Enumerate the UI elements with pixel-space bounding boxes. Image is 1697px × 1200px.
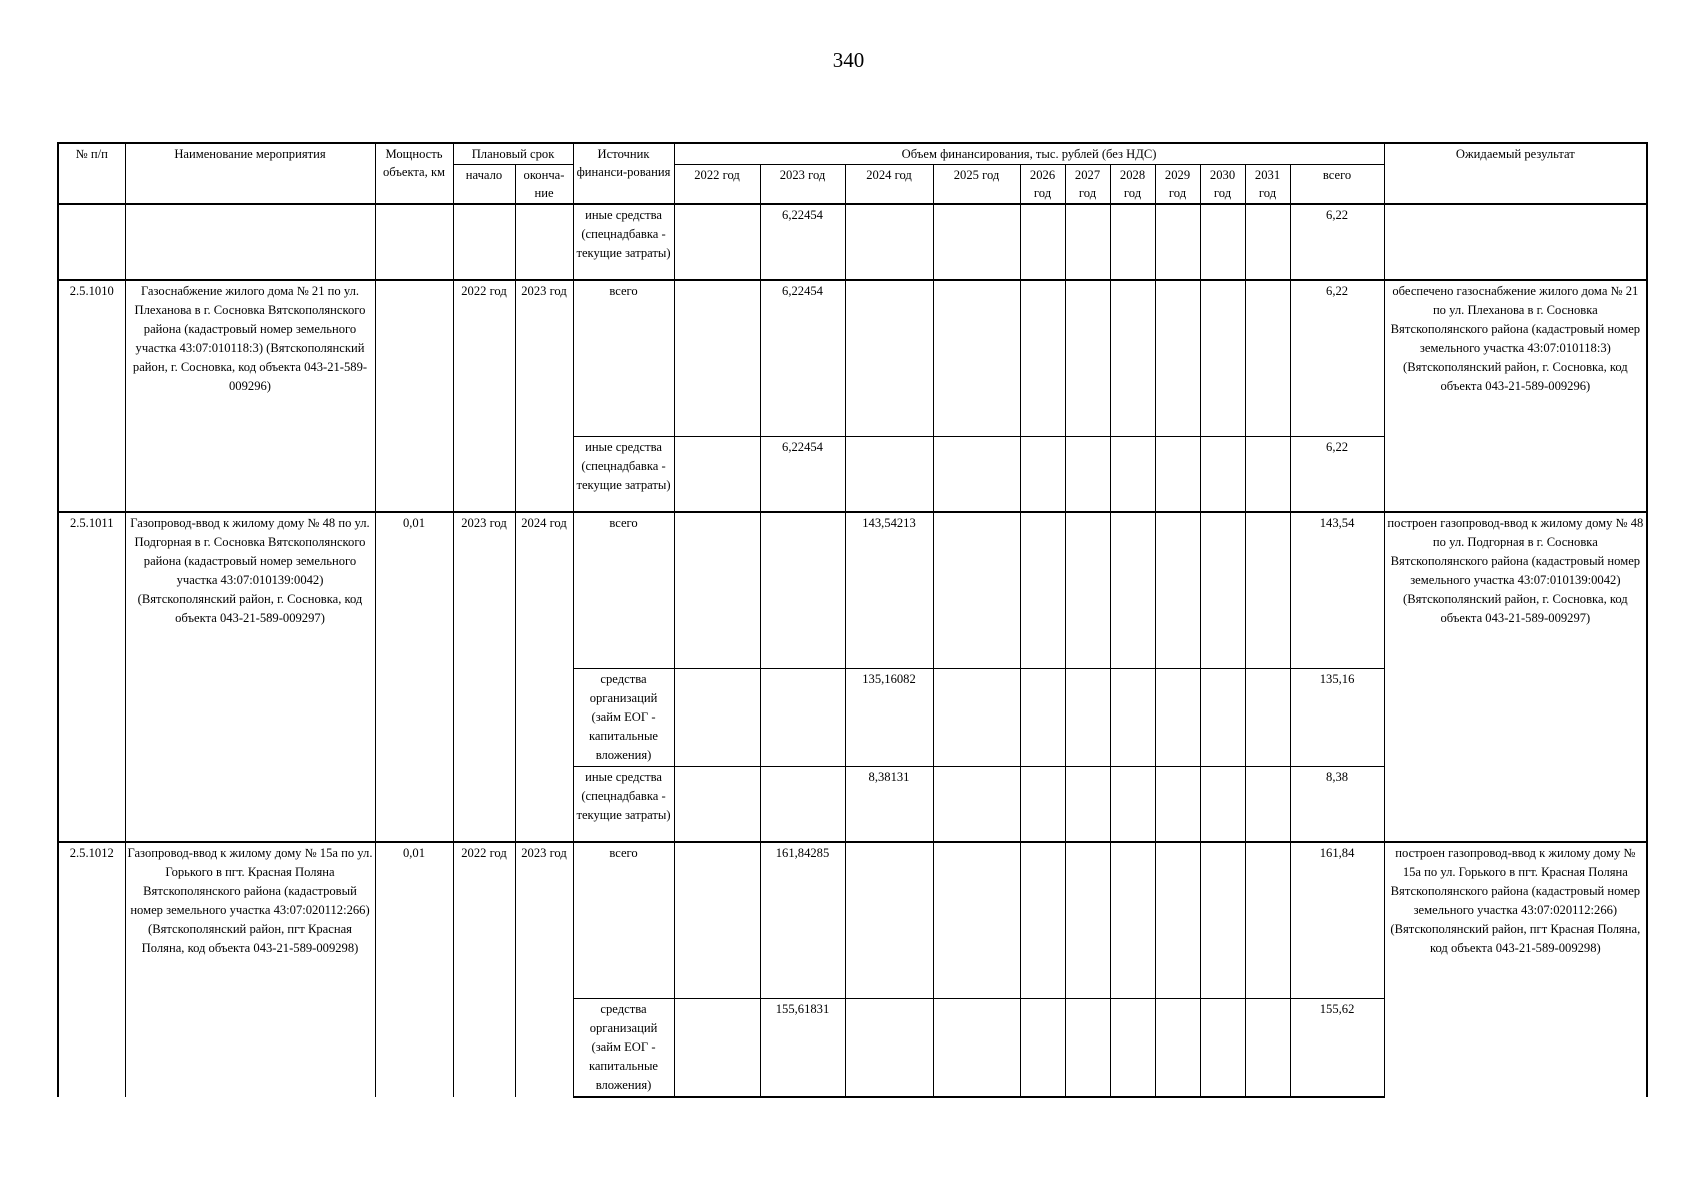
cell-power xyxy=(375,204,453,280)
cell-source: всего xyxy=(573,512,674,668)
cell-y2028 xyxy=(1110,204,1155,280)
cell-y2029 xyxy=(1155,766,1200,842)
header-num: № п/п xyxy=(58,143,125,204)
cell-y2028 xyxy=(1110,998,1155,1097)
cell-power xyxy=(375,280,453,512)
header-result: Ожидаемый результат xyxy=(1384,143,1647,204)
cell-y2027 xyxy=(1065,668,1110,766)
cell-y2023: 155,61831 xyxy=(760,998,845,1097)
cell-start: 2022 год xyxy=(453,842,515,1097)
table-header xyxy=(58,143,1647,204)
table-row xyxy=(58,512,1647,668)
cell-y2029 xyxy=(1155,842,1200,998)
cell-y2022 xyxy=(674,280,760,436)
cell-y2026 xyxy=(1020,512,1065,668)
table-row xyxy=(58,842,1647,998)
cell-name: Газопровод-ввод к жилому дому № 48 по ул. Подгорная в г. Сосновка Вятскополянского района (кадастровый номер земельного участка 43:07:010139:0042) (Вятскополянский район, г. Сосновка, код объекта 043-21-589-009297) xyxy=(125,512,375,842)
cell-end: 2023 год xyxy=(515,842,573,1097)
cell-y2030 xyxy=(1200,436,1245,512)
cell-y2026 xyxy=(1020,280,1065,436)
header-total: всего xyxy=(1290,165,1384,205)
header-year-2030: 2030 год xyxy=(1200,165,1245,205)
cell-source: иные средства (спецнадбавка - текущие затраты) xyxy=(573,204,674,280)
cell-total: 6,22 xyxy=(1290,436,1384,512)
cell-y2025 xyxy=(933,668,1020,766)
cell-y2030 xyxy=(1200,842,1245,998)
cell-y2025 xyxy=(933,204,1020,280)
page-number: 340 xyxy=(832,48,865,72)
cell-source: средства организаций (займ ЕОГ - капитальные вложения) xyxy=(573,668,674,766)
cell-y2022 xyxy=(674,766,760,842)
cell-total: 155,62 xyxy=(1290,998,1384,1097)
cell-y2026 xyxy=(1020,204,1065,280)
cell-result: построен газопровод-ввод к жилому дому № 15а по ул. Горького в пгт. Красная Поляна Вятскополянского района (кадастровый номер земельного участка 43:07:020112:266) (Вятскополянский район, пгт Красная Поляна, код объекта 043-21-589-009298) xyxy=(1384,842,1647,1097)
table-body xyxy=(58,204,1647,1097)
cell-y2024 xyxy=(845,204,933,280)
cell-num xyxy=(58,204,125,280)
cell-y2031 xyxy=(1245,512,1290,668)
cell-y2031 xyxy=(1245,204,1290,280)
cell-y2023: 6,22454 xyxy=(760,280,845,436)
cell-y2024 xyxy=(845,842,933,998)
cell-y2030 xyxy=(1200,766,1245,842)
cell-total: 143,54 xyxy=(1290,512,1384,668)
cell-y2030 xyxy=(1200,280,1245,436)
cell-y2031 xyxy=(1245,766,1290,842)
cell-name: Газопровод-ввод к жилому дому № 15а по ул. Горького в пгт. Красная Поляна Вятскополянского района (кадастровый номер земельного участка 43:07:020112:266) (Вятскополянский район, пгт Красная Поляна, код объекта 043-21-589-009298) xyxy=(125,842,375,1097)
cell-num: 2.5.1010 xyxy=(58,280,125,512)
cell-total: 6,22 xyxy=(1290,204,1384,280)
cell-total: 8,38 xyxy=(1290,766,1384,842)
cell-y2028 xyxy=(1110,512,1155,668)
table-row xyxy=(58,204,1647,280)
cell-y2022 xyxy=(674,204,760,280)
cell-y2022 xyxy=(674,998,760,1097)
cell-total: 6,22 xyxy=(1290,280,1384,436)
cell-end xyxy=(515,204,573,280)
cell-end: 2023 год xyxy=(515,280,573,512)
cell-y2027 xyxy=(1065,998,1110,1097)
cell-source: иные средства (спецнадбавка - текущие затраты) xyxy=(573,766,674,842)
cell-y2023 xyxy=(760,668,845,766)
cell-total: 135,16 xyxy=(1290,668,1384,766)
cell-name xyxy=(125,204,375,280)
cell-y2030 xyxy=(1200,998,1245,1097)
cell-source: иные средства (спецнадбавка - текущие затраты) xyxy=(573,436,674,512)
header-funding: Объем финансирования, тыс. рублей (без НДС) xyxy=(674,143,1384,165)
cell-y2028 xyxy=(1110,668,1155,766)
header-year-2027: 2027 год xyxy=(1065,165,1110,205)
cell-y2030 xyxy=(1200,668,1245,766)
cell-y2025 xyxy=(933,766,1020,842)
cell-y2023: 6,22454 xyxy=(760,436,845,512)
header-year-2028: 2028 год xyxy=(1110,165,1155,205)
cell-source: всего xyxy=(573,280,674,436)
header-power: Мощность объекта, км xyxy=(375,143,453,204)
cell-y2022 xyxy=(674,512,760,668)
funding-table xyxy=(57,142,1648,1098)
cell-y2028 xyxy=(1110,436,1155,512)
cell-y2029 xyxy=(1155,436,1200,512)
cell-total: 161,84 xyxy=(1290,842,1384,998)
cell-y2024: 135,16082 xyxy=(845,668,933,766)
cell-y2029 xyxy=(1155,280,1200,436)
cell-name: Газоснабжение жилого дома № 21 по ул. Плеханова в г. Сосновка Вятскополянского района (кадастровый номер земельного участка 43:07:010118:3) (Вятскополянский район, г. Сосновка, код объекта 043-21-589-009296) xyxy=(125,280,375,512)
cell-start: 2022 год xyxy=(453,280,515,512)
cell-num: 2.5.1011 xyxy=(58,512,125,842)
cell-y2024: 8,38131 xyxy=(845,766,933,842)
cell-y2031 xyxy=(1245,842,1290,998)
header-year-2026: 2026 год xyxy=(1020,165,1065,205)
cell-y2025 xyxy=(933,998,1020,1097)
cell-result xyxy=(1384,204,1647,280)
cell-y2027 xyxy=(1065,204,1110,280)
cell-y2027 xyxy=(1065,766,1110,842)
cell-y2024 xyxy=(845,436,933,512)
cell-y2022 xyxy=(674,842,760,998)
cell-y2026 xyxy=(1020,668,1065,766)
cell-y2025 xyxy=(933,512,1020,668)
cell-y2029 xyxy=(1155,998,1200,1097)
header-year-2024: 2024 год xyxy=(845,165,933,205)
header-term-end: оконча-ние xyxy=(515,165,573,205)
cell-y2031 xyxy=(1245,436,1290,512)
cell-result: обеспечено газоснабжение жилого дома № 21 по ул. Плеханова в г. Сосновка Вятскополянского района (кадастровый номер земельного участка 43:07:010118:3) (Вятскополянский район, г. Сосновка, код объекта 043-21-589-009296) xyxy=(1384,280,1647,512)
cell-y2027 xyxy=(1065,842,1110,998)
cell-y2023 xyxy=(760,512,845,668)
cell-source: всего xyxy=(573,842,674,998)
cell-y2029 xyxy=(1155,512,1200,668)
cell-y2031 xyxy=(1245,998,1290,1097)
cell-power: 0,01 xyxy=(375,842,453,1097)
header-year-2022: 2022 год xyxy=(674,165,760,205)
cell-power: 0,01 xyxy=(375,512,453,842)
cell-y2025 xyxy=(933,280,1020,436)
header-year-2023: 2023 год xyxy=(760,165,845,205)
header-year-2025: 2025 год xyxy=(933,165,1020,205)
cell-y2029 xyxy=(1155,204,1200,280)
table-row xyxy=(58,280,1647,436)
cell-y2028 xyxy=(1110,842,1155,998)
header-source: Источник финанси-рования xyxy=(573,143,674,204)
cell-y2025 xyxy=(933,842,1020,998)
cell-y2027 xyxy=(1065,436,1110,512)
cell-y2026 xyxy=(1020,436,1065,512)
header-term-start: начало xyxy=(453,165,515,205)
cell-y2031 xyxy=(1245,280,1290,436)
cell-y2025 xyxy=(933,436,1020,512)
cell-y2024 xyxy=(845,280,933,436)
header-name: Наименование мероприятия xyxy=(125,143,375,204)
cell-y2024: 143,54213 xyxy=(845,512,933,668)
cell-y2031 xyxy=(1245,668,1290,766)
cell-y2022 xyxy=(674,668,760,766)
cell-y2029 xyxy=(1155,668,1200,766)
cell-source: средства организаций (займ ЕОГ - капитальные вложения) xyxy=(573,998,674,1097)
cell-y2023: 6,22454 xyxy=(760,204,845,280)
cell-y2030 xyxy=(1200,204,1245,280)
header-year-2029: 2029 год xyxy=(1155,165,1200,205)
cell-end: 2024 год xyxy=(515,512,573,842)
header-year-2031: 2031 год xyxy=(1245,165,1290,205)
cell-start xyxy=(453,204,515,280)
cell-y2023: 161,84285 xyxy=(760,842,845,998)
cell-result: построен газопровод-ввод к жилому дому № 48 по ул. Подгорная в г. Сосновка Вятскополянского района (кадастровый номер земельного участка 43:07:010139:0042) (Вятскополянский район, г. Сосновка, код объекта 043-21-589-009297) xyxy=(1384,512,1647,842)
cell-start: 2023 год xyxy=(453,512,515,842)
cell-num: 2.5.1012 xyxy=(58,842,125,1097)
cell-y2030 xyxy=(1200,512,1245,668)
cell-y2028 xyxy=(1110,280,1155,436)
cell-y2026 xyxy=(1020,842,1065,998)
cell-y2026 xyxy=(1020,998,1065,1097)
cell-y2026 xyxy=(1020,766,1065,842)
cell-y2024 xyxy=(845,998,933,1097)
cell-y2028 xyxy=(1110,766,1155,842)
cell-y2022 xyxy=(674,436,760,512)
cell-y2027 xyxy=(1065,280,1110,436)
cell-y2023 xyxy=(760,766,845,842)
header-term: Плановый срок xyxy=(453,143,573,165)
cell-y2027 xyxy=(1065,512,1110,668)
